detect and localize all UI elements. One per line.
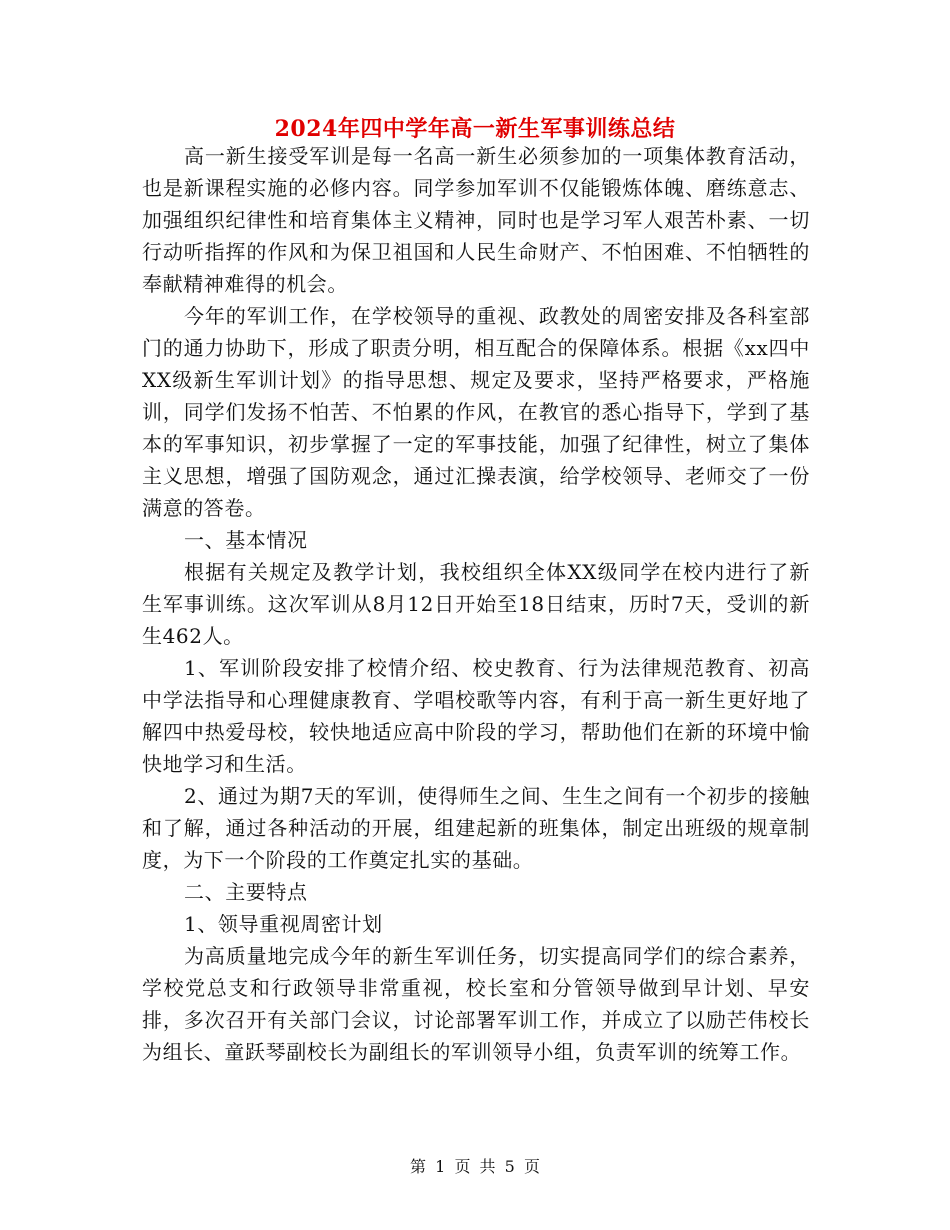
- subheading-leadership: 1、领导重视周密计划: [184, 912, 383, 936]
- paragraph-intro: 高一新生接受军训是每一名高一新生必须参加的一项集体教育活动，也是新课程实施的必修内容。同学参加军训不仅能锻炼体魄、磨练意志、加强组织纪律性和培育集体主义精神，同时也是学习军人艰苦朴素、一切行动听指挥的作风和为保卫祖国和人民生命财产、不怕困难、不怕牺牲的奉献精神难得的机会。: [142, 144, 810, 296]
- footer-page-word: 页: [454, 1157, 471, 1176]
- paragraph-overview: 今年的军训工作，在学校领导的重视、政教处的周密安排及各科室部门的通力协助下，形成了职责分明，相互配合的保障体系。根据《xx四中XX级新生军训计划》的指导思想、规定及要求，坚持严格要求，严格施训，同学们发扬不怕苦、不怕累的作风，在教官的悉心指导下，学到了基本的军事知识，初步掌握了一定的军事技能，加强了纪律性，树立了集体主义思想，增强了国防观念，通过汇操表演，给学校领导、老师交了一份满意的答卷。: [142, 304, 810, 520]
- section-heading-basic: 一、基本情况: [184, 528, 308, 552]
- paragraph-leadership: 为高质量地完成今年的新生军训任务，切实提高同学们的综合素养，学校党总支和行政领导非常重视，校长室和分管领导做到早计划、早安排，多次召开有关部门会议，讨论部署军训工作，并成立了以励芒伟校长为组长、童跃琴副校长为副组长的军训领导小组，负责军训的统筹工作。: [142, 944, 810, 1064]
- paragraph-point-1: 1、军训阶段安排了校情介绍、校史教育、行为法律规范教育、初高中学法指导和心理健康教育、学唱校歌等内容，有利于高一新生更好地了解四中热爱母校，较快地适应高中阶段的学习，帮助他们在新的环境中愉快地学习和生活。: [142, 656, 810, 776]
- footer-total-word: 共: [479, 1157, 496, 1176]
- footer-total-pages: 5: [504, 1157, 515, 1176]
- section-heading-features: 二、主要特点: [184, 880, 308, 904]
- footer-page-number: 1: [435, 1157, 446, 1176]
- page-footer: [0, 1154, 950, 1177]
- document-body: [142, 140, 810, 1068]
- document-title: 2024年四中学年高一新生军事训练总结: [274, 116, 676, 142]
- footer-suffix: 页: [523, 1157, 540, 1176]
- footer-prefix: 第: [410, 1157, 427, 1176]
- paragraph-basic: 根据有关规定及教学计划，我校组织全体XX级同学在校内进行了新生军事训练。这次军训从8月12日开始至18日结束，历时7天，受训的新生462人。: [142, 560, 810, 648]
- paragraph-point-2: 2、通过为期7天的军训，使得师生之间、生生之间有一个初步的接触和了解，通过各种活动的开展，组建起新的班集体，制定出班级的规章制度，为下一个阶段的工作奠定扎实的基础。: [142, 784, 810, 872]
